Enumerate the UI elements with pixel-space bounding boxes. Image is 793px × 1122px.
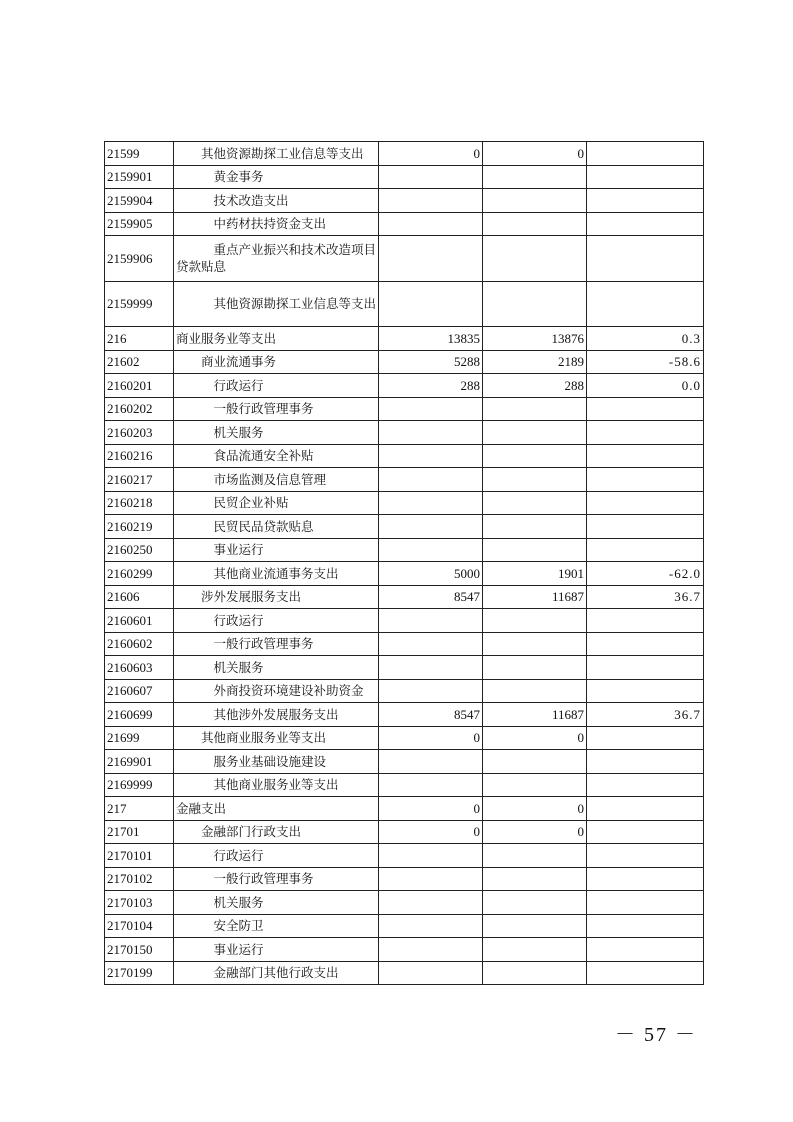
row-name-cell: 金融支出 <box>174 797 379 821</box>
row-name-cell: 其他商业服务业等支出 <box>174 773 379 797</box>
row-name-cell: 其他涉外发展服务支出 <box>174 703 379 727</box>
row-value2-cell <box>483 844 587 868</box>
row-name-cell: 其他商业流通事务支出 <box>174 562 379 586</box>
row-name-cell: 黄金事务 <box>174 165 379 189</box>
row-name-cell: 行政运行 <box>174 374 379 398</box>
table-row <box>105 468 704 492</box>
row-name-cell: 商业流通事务 <box>174 350 379 374</box>
table-row <box>105 632 704 656</box>
row-percent-cell <box>587 632 704 656</box>
table-row <box>105 212 704 236</box>
row-value1-cell <box>379 236 483 282</box>
row-percent-cell <box>587 609 704 633</box>
row-name-cell: 其他资源勘探工业信息等支出 <box>174 142 379 166</box>
table-row <box>105 350 704 374</box>
row-value1-cell: 13835 <box>379 327 483 351</box>
row-code-cell: 2169901 <box>105 750 174 774</box>
row-code-cell: 21701 <box>105 820 174 844</box>
row-value1-cell <box>379 515 483 539</box>
row-value2-cell <box>483 891 587 915</box>
table-row <box>105 609 704 633</box>
row-name-cell: 商业服务业等支出 <box>174 327 379 351</box>
table-row <box>105 891 704 915</box>
row-code-cell: 2160250 <box>105 538 174 562</box>
row-code-cell: 2160203 <box>105 421 174 445</box>
table-row <box>105 515 704 539</box>
row-value1-cell <box>379 165 483 189</box>
row-name-cell: 事业运行 <box>174 538 379 562</box>
row-value1-cell <box>379 891 483 915</box>
row-value1-cell: 8547 <box>379 585 483 609</box>
table-row <box>105 585 704 609</box>
row-code-cell: 217 <box>105 797 174 821</box>
row-percent-cell <box>587 820 704 844</box>
row-name-cell: 行政运行 <box>174 609 379 633</box>
row-percent-cell: -62.0 <box>587 562 704 586</box>
row-value1-cell: 5000 <box>379 562 483 586</box>
row-value1-cell <box>379 538 483 562</box>
row-value1-cell <box>379 867 483 891</box>
row-name-cell: 安全防卫 <box>174 914 379 938</box>
row-percent-cell <box>587 938 704 962</box>
row-value2-cell <box>483 421 587 445</box>
row-code-cell: 2159906 <box>105 236 174 282</box>
row-value2-cell <box>483 679 587 703</box>
row-name-cell: 市场监测及信息管理 <box>174 468 379 492</box>
table-row <box>105 703 704 727</box>
row-value2-cell <box>483 656 587 680</box>
row-value2-cell <box>483 750 587 774</box>
row-percent-cell <box>587 397 704 421</box>
row-value2-cell <box>483 189 587 213</box>
row-code-cell: 2160601 <box>105 609 174 633</box>
row-value2-cell <box>483 867 587 891</box>
row-value2-cell <box>483 914 587 938</box>
row-code-cell: 2160603 <box>105 656 174 680</box>
row-percent-cell <box>587 468 704 492</box>
row-percent-cell <box>587 867 704 891</box>
row-percent-cell <box>587 844 704 868</box>
row-percent-cell: 36.7 <box>587 703 704 727</box>
row-code-cell: 2170150 <box>105 938 174 962</box>
row-code-cell: 2160202 <box>105 397 174 421</box>
table-row <box>105 726 704 750</box>
table-row <box>105 142 704 166</box>
row-name-cell: 技术改造支出 <box>174 189 379 213</box>
table-row <box>105 491 704 515</box>
row-value1-cell: 5288 <box>379 350 483 374</box>
row-percent-cell <box>587 538 704 562</box>
row-value1-cell <box>379 468 483 492</box>
row-code-cell: 21599 <box>105 142 174 166</box>
row-value2-cell <box>483 397 587 421</box>
table-row <box>105 797 704 821</box>
row-value2-cell <box>483 938 587 962</box>
table-row <box>105 914 704 938</box>
row-name-cell: 中药材扶持资金支出 <box>174 212 379 236</box>
row-value2-cell: 288 <box>483 374 587 398</box>
row-value2-cell <box>483 632 587 656</box>
row-value2-cell <box>483 515 587 539</box>
row-percent-cell <box>587 515 704 539</box>
row-value2-cell <box>483 773 587 797</box>
row-percent-cell: 0.3 <box>587 327 704 351</box>
row-code-cell: 2160602 <box>105 632 174 656</box>
table-row <box>105 750 704 774</box>
row-value1-cell <box>379 212 483 236</box>
row-percent-cell <box>587 212 704 236</box>
row-value2-cell <box>483 281 587 327</box>
row-value2-cell: 1901 <box>483 562 587 586</box>
row-code-cell: 2159905 <box>105 212 174 236</box>
row-name-cell: 金融部门其他行政支出 <box>174 961 379 985</box>
table-row <box>105 938 704 962</box>
row-value2-cell <box>483 165 587 189</box>
row-percent-cell <box>587 797 704 821</box>
row-code-cell: 2160299 <box>105 562 174 586</box>
row-code-cell: 2160607 <box>105 679 174 703</box>
row-name-cell: 机关服务 <box>174 421 379 445</box>
table-row <box>105 773 704 797</box>
row-value2-cell: 0 <box>483 726 587 750</box>
row-percent-cell <box>587 165 704 189</box>
row-code-cell: 2160217 <box>105 468 174 492</box>
row-name-cell: 机关服务 <box>174 891 379 915</box>
row-value1-cell: 0 <box>379 820 483 844</box>
table-row <box>105 844 704 868</box>
row-value1-cell <box>379 421 483 445</box>
table-row <box>105 961 704 985</box>
row-code-cell: 2159999 <box>105 281 174 327</box>
row-value2-cell <box>483 961 587 985</box>
row-value2-cell <box>483 444 587 468</box>
row-value2-cell: 2189 <box>483 350 587 374</box>
row-value1-cell <box>379 914 483 938</box>
row-code-cell: 2170199 <box>105 961 174 985</box>
row-value2-cell <box>483 538 587 562</box>
row-percent-cell <box>587 656 704 680</box>
table-row <box>105 397 704 421</box>
table-row <box>105 374 704 398</box>
row-value1-cell <box>379 491 483 515</box>
row-percent-cell <box>587 726 704 750</box>
row-percent-cell: 0.0 <box>587 374 704 398</box>
row-value1-cell <box>379 750 483 774</box>
row-value2-cell <box>483 236 587 282</box>
row-name-cell: 一般行政管理事务 <box>174 867 379 891</box>
row-name-cell: 服务业基础设施建设 <box>174 750 379 774</box>
table-row <box>105 281 704 327</box>
row-code-cell: 216 <box>105 327 174 351</box>
row-percent-cell <box>587 444 704 468</box>
row-percent-cell <box>587 750 704 774</box>
row-value1-cell: 288 <box>379 374 483 398</box>
row-name-cell: 行政运行 <box>174 844 379 868</box>
row-percent-cell <box>587 679 704 703</box>
row-code-cell: 2170102 <box>105 867 174 891</box>
row-value1-cell <box>379 281 483 327</box>
row-code-cell: 2169999 <box>105 773 174 797</box>
table-row <box>105 421 704 445</box>
row-name-cell: 外商投资环境建设补助资金 <box>174 679 379 703</box>
table-row <box>105 327 704 351</box>
row-percent-cell: 36.7 <box>587 585 704 609</box>
row-value1-cell <box>379 773 483 797</box>
row-percent-cell <box>587 142 704 166</box>
row-percent-cell <box>587 491 704 515</box>
row-name-cell: 其他商业服务业等支出 <box>174 726 379 750</box>
row-code-cell: 2160699 <box>105 703 174 727</box>
row-percent-cell <box>587 961 704 985</box>
row-name-cell: 金融部门行政支出 <box>174 820 379 844</box>
row-value1-cell <box>379 632 483 656</box>
row-value1-cell <box>379 961 483 985</box>
row-value2-cell <box>483 212 587 236</box>
table-body <box>105 142 704 985</box>
row-percent-cell <box>587 236 704 282</box>
row-code-cell: 2159901 <box>105 165 174 189</box>
row-value1-cell <box>379 656 483 680</box>
row-percent-cell <box>587 421 704 445</box>
table-row <box>105 538 704 562</box>
row-code-cell: 21699 <box>105 726 174 750</box>
row-value2-cell: 0 <box>483 797 587 821</box>
table-row <box>105 444 704 468</box>
row-value1-cell <box>379 844 483 868</box>
row-code-cell: 2170101 <box>105 844 174 868</box>
row-percent-cell <box>587 914 704 938</box>
row-name-cell: 一般行政管理事务 <box>174 397 379 421</box>
row-value1-cell <box>379 189 483 213</box>
row-code-cell: 21606 <box>105 585 174 609</box>
row-code-cell: 2160219 <box>105 515 174 539</box>
row-value1-cell <box>379 444 483 468</box>
table-row <box>105 562 704 586</box>
row-value2-cell: 0 <box>483 142 587 166</box>
row-value2-cell: 0 <box>483 820 587 844</box>
row-value1-cell <box>379 679 483 703</box>
budget-table <box>104 141 704 985</box>
row-code-cell: 2160201 <box>105 374 174 398</box>
table-row <box>105 165 704 189</box>
row-name-cell: 事业运行 <box>174 938 379 962</box>
row-code-cell: 2170104 <box>105 914 174 938</box>
row-value1-cell: 0 <box>379 797 483 821</box>
row-code-cell: 21602 <box>105 350 174 374</box>
row-value2-cell <box>483 491 587 515</box>
table-row <box>105 867 704 891</box>
row-value1-cell <box>379 938 483 962</box>
row-name-cell: 民贸民品贷款贴息 <box>174 515 379 539</box>
row-value2-cell: 13876 <box>483 327 587 351</box>
row-value2-cell: 11687 <box>483 703 587 727</box>
row-value2-cell <box>483 609 587 633</box>
row-percent-cell <box>587 281 704 327</box>
row-name-cell: 涉外发展服务支出 <box>174 585 379 609</box>
row-code-cell: 2170103 <box>105 891 174 915</box>
page-number: － 57 － <box>615 1024 697 1046</box>
row-value1-cell <box>379 609 483 633</box>
row-value2-cell: 11687 <box>483 585 587 609</box>
row-name-cell: 重点产业振兴和技术改造项目贷款贴息 <box>174 236 379 282</box>
row-value2-cell <box>483 468 587 492</box>
table-row <box>105 189 704 213</box>
row-name-cell: 一般行政管理事务 <box>174 632 379 656</box>
row-code-cell: 2160218 <box>105 491 174 515</box>
row-value1-cell: 0 <box>379 142 483 166</box>
table-row <box>105 820 704 844</box>
row-name-cell: 食品流通安全补贴 <box>174 444 379 468</box>
row-percent-cell <box>587 891 704 915</box>
row-value1-cell <box>379 397 483 421</box>
row-code-cell: 2159904 <box>105 189 174 213</box>
row-name-cell: 其他资源勘探工业信息等支出 <box>174 281 379 327</box>
row-percent-cell: -58.6 <box>587 350 704 374</box>
row-name-cell: 民贸企业补贴 <box>174 491 379 515</box>
row-percent-cell <box>587 189 704 213</box>
row-value1-cell: 8547 <box>379 703 483 727</box>
row-value1-cell: 0 <box>379 726 483 750</box>
row-name-cell: 机关服务 <box>174 656 379 680</box>
row-code-cell: 2160216 <box>105 444 174 468</box>
table-row <box>105 656 704 680</box>
row-percent-cell <box>587 773 704 797</box>
table-row <box>105 236 704 282</box>
table-row <box>105 679 704 703</box>
